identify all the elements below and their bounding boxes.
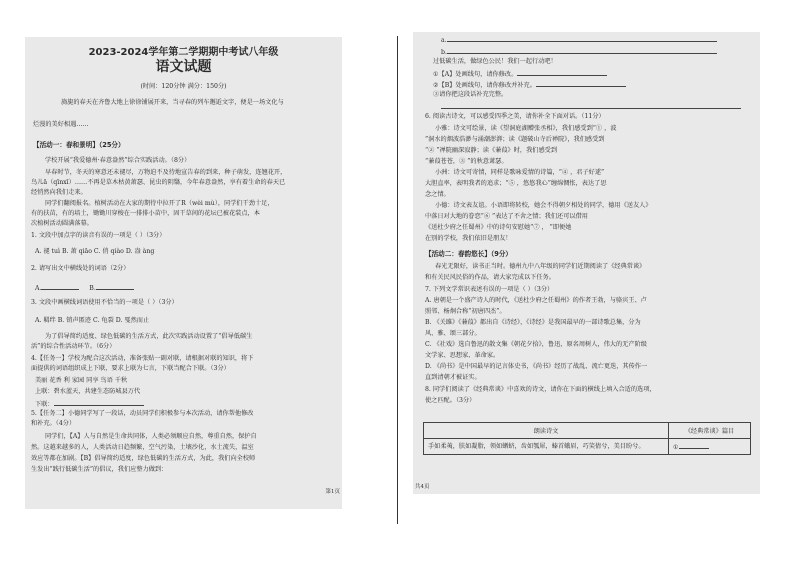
text-line: 同学们翻阅报名。植树活动在大家的期待中拉开了R（wèi mù），同学们干劲十足， <box>45 200 274 207</box>
table-row <box>424 439 751 455</box>
section-heading: 【活动一：春和景明】（25分） <box>33 141 125 149</box>
couplet-lower: 下联： <box>35 399 342 409</box>
text-line: 学校开展“我爱德州·春意盎然”综合实践活动。（8分） <box>45 157 191 164</box>
table-header: 朗读诗文 <box>424 423 669 439</box>
text-line: 小德：诗文表友谊。小语即将转校，她会不得朝夕相处的同学，德用《送友人》 <box>435 202 652 209</box>
question-8: 8. 同学们阅读了《经典常谈》中喜欢的诗文，请你在下面的横线上填入合适的选项， <box>425 386 656 393</box>
text-line: 过低碳生活，做绿色公民！我们一起行动吧！ <box>433 58 557 65</box>
text-line: 使之匹配。（3分） <box>425 397 476 404</box>
question-1: 1. 文段中加点字的读音有误的一项是（ ）（3分） <box>31 232 166 239</box>
task-item: ②【B】处画线句，请你修改并补充。 <box>433 80 760 90</box>
task-item: ①【A】处画线句，请你修改。 <box>433 69 760 79</box>
text-line: 小雅：诗文可绘景，读《望洞庭湖赠张丞相》，我们感受到“① ，波 <box>435 125 617 132</box>
text-line: 效应等都在加剧。【B】倡导简约适度，绿色低碳的生活方式，为此，我们向全校师 <box>31 455 256 462</box>
text-line: 生发出“践行低碳生活”的倡议，我们应整力做到： <box>31 466 168 473</box>
answer-line: a. <box>441 35 760 45</box>
page-divider <box>397 36 398 524</box>
question-2-blanks: A. B. <box>35 283 342 293</box>
text-line: “② ”禅院幽深寂静；读《蒹葭》时，我们感受到 <box>425 147 558 154</box>
intro-line: 烂漫的美好相遇…… <box>33 121 89 128</box>
question-4: 4.【任务一】学校为配合这次活动，准备张贴一副对联，请根据对联的知识，将下 <box>31 355 254 362</box>
text-line: 春光无限好，读书正当时。德州九中八年级的同学们近期阅读了《经典常谈》 <box>435 263 646 270</box>
text-line: 面提供的词语组织成上下联，要求上联为七言，下联当配合下联。（3分） <box>31 365 230 372</box>
question-6: 6. 阅读古诗文，可以感受四季之美，请你补全下面对话。（11分） <box>425 113 605 120</box>
option-c-cont: 文学家、思想家、革命家。 <box>425 352 500 359</box>
option-c: C. 《社戏》选自鲁迅的散文集《朝花夕拾》，鲁迅，原名周树人，伟大的无产阶级 <box>425 341 647 348</box>
table-cell: 手如柔荑，肤如凝脂，领如蝤蛴，齿如瓠犀，螓首蛾眉，巧笑倩兮，美目盼兮。 <box>424 439 669 455</box>
word-bank: 美丽 花香 利 家园 同享 鸟语 千秋 <box>35 377 128 384</box>
table-header: 《经典常谈》篇目 <box>669 423 751 439</box>
exam-page-left <box>25 37 342 509</box>
text-line: 中落日对大地的眷恋“⑥ ”表达了不舍之情；我们还可以借用 <box>425 213 588 220</box>
question-2: 2. 请写出文中横线处的词语（2分） <box>31 265 130 272</box>
intro-line: 旖旎的春天在齐鲁大地上徐徐铺展开来，当寻春的列车邂逅文字，便是一场文化与 <box>61 99 284 106</box>
text-line: 和有关民风民俗的作品，请大家完成以下任务。 <box>425 274 555 281</box>
text-line: 然。这越来越多的人，人类活动日趋频繁，空气污染，土壤沙化，水土流失，温室 <box>31 444 254 451</box>
text-line: 鸟儿ā（qīnxī）……不再是草木枯黄萧瑟、昆虫的阴翳，今年春意盎然，享有着生命的春天已 <box>31 179 286 186</box>
question-7: 7. 下列文学常识表述有误的一项是（ ）（3分） <box>425 286 554 293</box>
subject-title: 语文试题 <box>155 59 212 75</box>
option-b: B. 《关雎》《蒹葭》都出自《诗经》，《诗经》是我国最早的一部诗歌总集，分为 <box>425 319 641 326</box>
question-5: 5.【任务二】小德同学写了一段话，动员同学们积极参与本次活动，请你帮他修改 <box>31 410 254 417</box>
text-line: 次植树活动圆满落幕。 <box>31 220 93 227</box>
text-line: 有的扶苗，有的培土，锄锄川穿梭在一排排小苗中，固干草间的花坛已被花装点，本 <box>31 210 260 217</box>
option-d-cont: 直到清朝才被证实。 <box>425 374 481 381</box>
text-line: ”洞水的烟波浩渺与涌潮澎湃；读《题破山寺后禅院》，我们感受到 <box>425 136 605 143</box>
page-number: 第1页 <box>325 489 340 495</box>
exam-title: 2023-2024学年第二学期期中考试八年级 <box>88 47 279 58</box>
text-line: 念之情。 <box>425 191 450 198</box>
text-line: 在别的学校，我们依旧是朋友！ <box>425 235 512 242</box>
text-line: 早春时节，冬天的寒意还未褪尽，万物迫不及待地宣告春的到来，种子萌发，连翘花开， <box>45 169 287 176</box>
question-3-options: A. 羁绊 B. 销声匿迹 C. 龟裂 D. 戛然而止 <box>35 317 150 324</box>
option-a: A. 唐朝是一个盛产诗人的时代，《送杜少府之任蜀州》的作者王勃，与骆宾王、卢 <box>425 297 647 304</box>
text-line: “蒹葭苍苍，③ ”的秋意萧瑟。 <box>425 158 508 165</box>
text-line: 《送杜少府之任蜀州》中的诗句安慰她“⑦ ， ”即便她 <box>425 224 572 231</box>
answer-cell[interactable]: ① <box>669 439 751 455</box>
couplet-upper: 上联：碧水蓝天，共建生态防城县万代 <box>35 388 141 395</box>
section-heading: 【活动二：春韵悠长】（9分） <box>425 250 513 258</box>
option-a-cont: 照邻、杨炯合称“初唐四杰”。 <box>425 308 506 315</box>
answer-blank-line <box>441 102 760 112</box>
text-line: 活”的综合性活动环节。（6分） <box>31 343 116 350</box>
option-d: D. 《尚书》是中国最早的记言体史书，《尚书》经历了战乱、流亡更迭，其传作一 <box>425 363 648 370</box>
text-line: 小洲：诗文可寄情，同样是歌咏爱情的诗篇，“④ ，君子好逑” <box>435 169 605 176</box>
matching-table <box>423 422 751 455</box>
text-line: 经悄然向我们走来。 <box>31 189 87 196</box>
text-line: 和补充。（4分） <box>31 420 76 427</box>
exam-page-right <box>413 32 760 494</box>
text-line: 大胆直率，表明我者的追求；“⑤ ，悠悠我心”缠绵惆怅，表达了思 <box>425 180 607 187</box>
question-1-options: A. 褪 tuì B. 萧 qiāo C. 俏 qiào D. 盎 àng <box>35 248 155 255</box>
question-3: 3. 文段中画横线词语使用不恰当的一项是（ ）（3分） <box>31 299 178 306</box>
time-score: (时间：120分钟 满分：150分) <box>140 83 227 90</box>
text-line: 为了倡导简约适度、绿色低碳的生活方式，此次实践活动设置了“倡导低碳生 <box>45 333 253 340</box>
task-item: ③请你把这段话补充完整。 <box>433 91 508 98</box>
option-b-cont: 风、雅、颂三部分。 <box>425 330 481 337</box>
page-number: 共4页 <box>415 484 430 490</box>
text-line: 同学们，【A】人与自然是生命共同体，人类必须顺应自然，尊重自然，保护自 <box>45 433 257 440</box>
answer-line: b. <box>441 47 760 57</box>
